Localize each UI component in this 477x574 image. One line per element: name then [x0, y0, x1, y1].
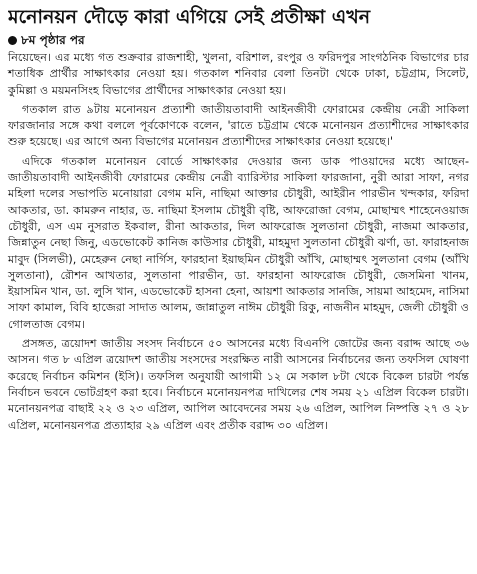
- article-paragraph-3: এদিকে গতকাল মনোনয়ন বোর্ডে সাক্ষাৎকার দেওয়ার জন্য ডাক পাওয়াদের মধ্যে আছেন- জাতীয়তাবাদী আইনজীবী ফোরামের কেন্দ্রীয় নেত্রী ব্যারিস্টার সাকিলা ফারজানা, নুরী আরা সাফা, নগর মহিলা দলের সভাপতি মনোয়ারা বেগম মনি, নাছিমা আক্তার চৌধুরী, আইরীন পারভীন খন্দকার, ফরিদা আকতার, ডা. কামরুন নাহার, ড. নাছিমা ইসলাম চৌধুরী বৃষ্টি, আফরোজা বেগম, মোছাম্মৎ শাহেনেওয়াজ চৌধুরী, এস এম নুসরাত ইকবাল, রীনা আকতার, দিল আফরোজ সুলতানা চৌধুরী, নাজমা আকতার, জিন্নাতুন নেছা জিনু, এডভোকেট কানিজ কাউসার চৌধুরী, মাহমুদা সুলতানা চৌধুরী ঝর্ণা, ডা. ফারাহনাজ মাবুদ (সিলভী), মেহেরুন নেছা নার্গিস, ফারহানা ইয়াছমিন চৌধুরী আঁখি, মোছাম্মৎ সুলতানা বেগম (আঁখি সুলতানা), রৌশন আখতার, সুলতানা পারভীন, ডা. ফারহানা আফরোজ চৌধুরী, জেসমিনা খানম, ইয়াসমিন খান, ডা. লুসি খান, এডভোকেট হাসনা হেনা, আয়শা আকতার সানজি, সায়মা আহমেদ, নাসিমা সাফা কামাল, বিবি হাজেরা সাদাত আলম, জান্নাতুল নাঈম চৌধুরী রিকু, নাজনীন মাহমুদ, জেলী চৌধুরী ও গোলতাজ বেগম।: [8, 154, 469, 331]
- continued-from-text: ৮ম পৃষ্ঠার পর: [21, 33, 85, 47]
- article-paragraph-2: গতকাল রাত ৯টায় মনোনয়ন প্রত্যাশী জাতীয়তাবাদী আইনজীবী ফোরামের কেন্দ্রীয় নেত্রী সাকিলা ফারজানার সঙ্গে কথা বললে পূর্বকোণকে বলেন, 'রাতে চট্টগ্রাম থেকে মনোনয়ন প্রত্যাশীদের সাক্ষাৎকার শুরু হয়েছে। এর আগে অন্য বিভাগের মনোনয়ন প্রত্যাশীদের সাক্ষাৎকার নেওয়া হয়েছে।': [8, 102, 469, 149]
- bullet-icon: [8, 36, 17, 45]
- article-paragraph-1: নিয়েছেন। এর মধ্যে গত শুক্রবার রাজশাহী, খুলনা, বরিশাল, রংপুর ও ফরিদপুর সাংগঠনিক বিভাগের চার শতাধিক প্রার্থীর সাক্ষাৎকার নেওয়া হয়। গতকাল শনিবার বেলা তিনটা থেকে ঢাকা, চট্টগ্রাম, সিলেট, কুমিল্লা ও ময়মনসিংহ বিভাগের প্রার্থীদের সাক্ষাৎকার নেওয়া হয়।: [8, 51, 469, 97]
- article-headline: মনোনয়ন দৌড়ে কারা এগিয়ে সেই প্রতীক্ষা এখন: [8, 6, 371, 28]
- continued-marker: [8, 32, 469, 48]
- article-paragraph-4: প্রসঙ্গত, ত্রয়োদশ জাতীয় সংসদ নির্বাচনে ৫০ আসনের মধ্যে বিএনপি জোটের জন্য বরাদ্দ আছে ৩৬ আসন। গত ৮ এপ্রিল ত্রয়োদশ জাতীয় সংসদের সংরক্ষিত নারী আসনের নির্বাচনের জন্য তফসিল ঘোষণা করেছে নির্বাচন কমিশন (ইসি)। তফসিল অনুযায়ী আগামী ১২ মে সকাল ৮টা থেকে বিকেল চারটা পর্যন্ত নির্বাচন ভবনে ভোটগ্রহণ করা হবে। নির্বাচনে মনোনয়নপত্র দাখিলের শেষ সময় ২১ এপ্রিল বিকেল চারটা। মনোনয়নপত্র বাছাই ২২ ও ২৩ এপ্রিল, আপিল আবেদনের সময় ২৬ এপ্রিল, আপিল নিষ্পত্তি ২৭ ও ২৮ এপ্রিল, মনোনয়নপত্র প্রত্যাহার ২৯ এপ্রিল এবং প্রতীক বরাদ্দ ৩০ এপ্রিল।: [8, 337, 469, 432]
